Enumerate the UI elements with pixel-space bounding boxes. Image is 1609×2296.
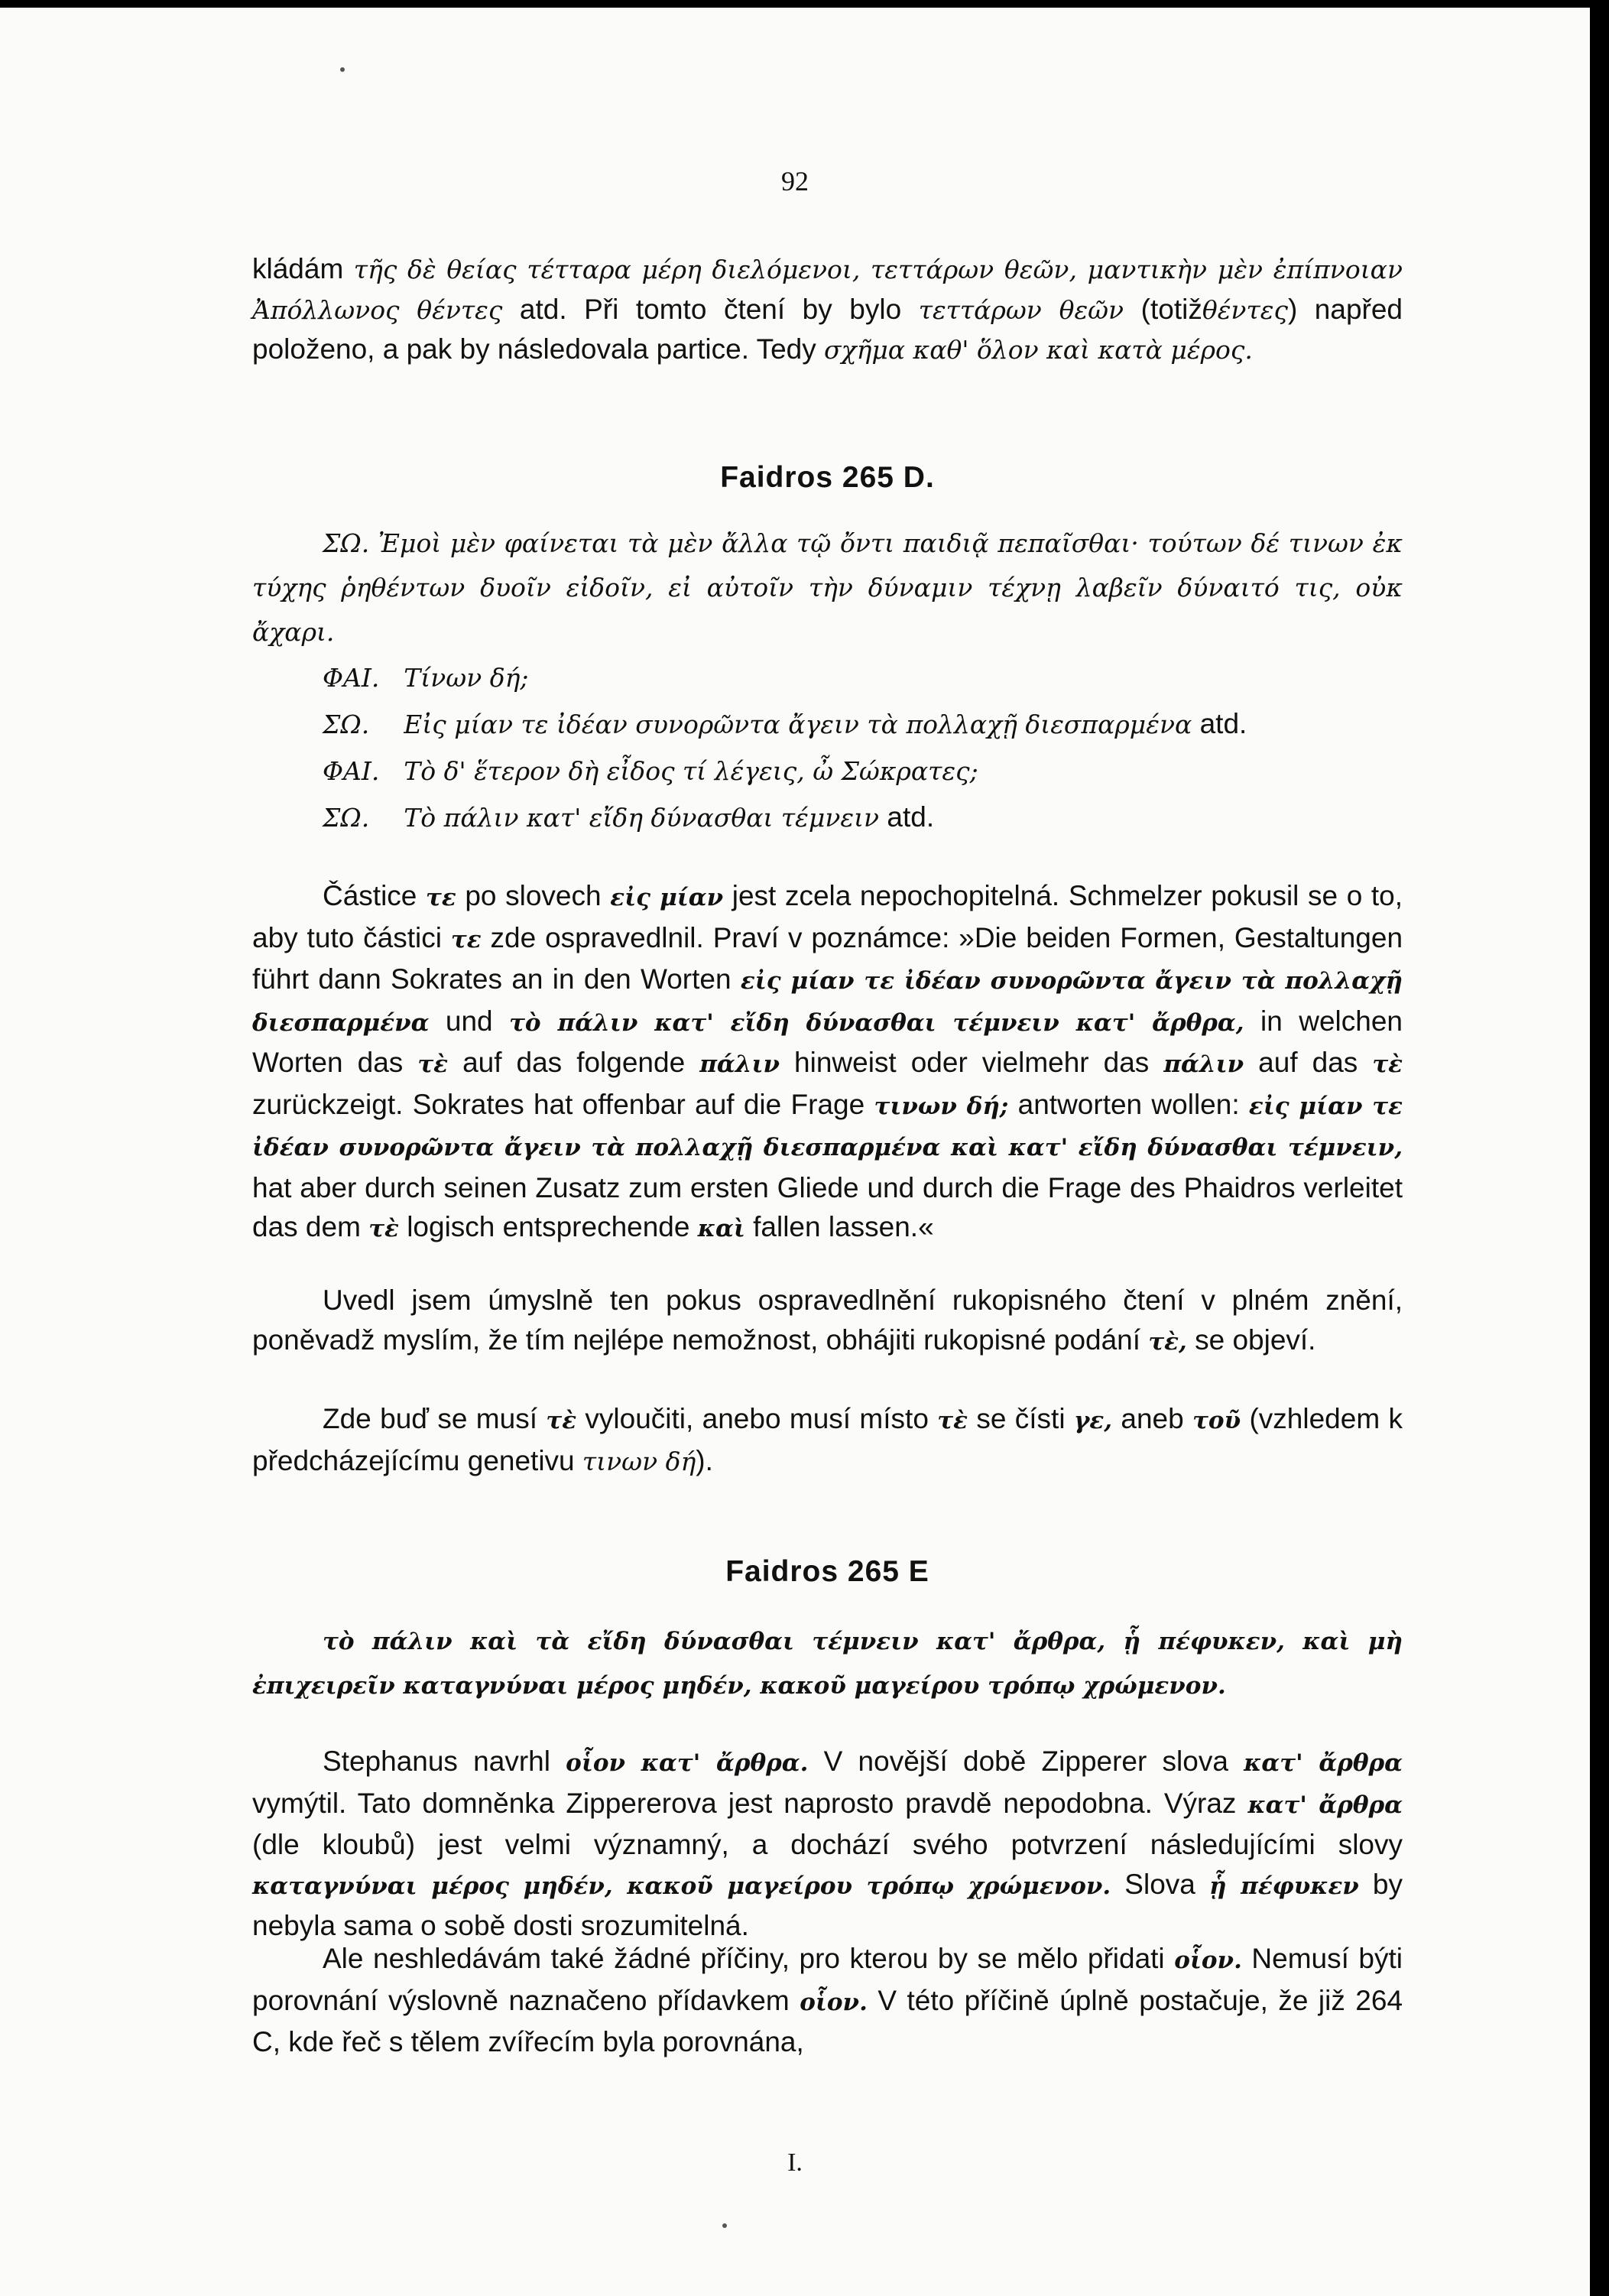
- speck: [722, 2223, 727, 2228]
- text: (vzhledem k předcházejícímu genetivu: [252, 1403, 1403, 1476]
- text: hinweist oder vielmehr das: [794, 1047, 1150, 1078]
- text: in welchen Worten das: [252, 1005, 1403, 1078]
- text: zurückzeigt. Sokrates hat offenbar auf die Frage: [252, 1088, 865, 1120]
- greek-text: τὲ: [368, 1215, 399, 1242]
- text: und: [445, 1005, 493, 1037]
- greek-text: πάλιν: [1163, 1051, 1244, 1078]
- heading-faidros-265e-wrap: [252, 1555, 1403, 1589]
- dialogue-line: Τίνων δή;: [404, 663, 529, 693]
- text: antworten wollen:: [1017, 1088, 1240, 1120]
- greek-text: τινων δή: [582, 1446, 696, 1476]
- speaker-label: ΣΩ.: [323, 528, 370, 558]
- speaker-label: ΦΑΙ.: [323, 663, 380, 693]
- greek-text: σχῆμα καθ' ὅλον καὶ κατὰ μέρος.: [824, 335, 1253, 365]
- text: auf das: [1258, 1047, 1358, 1078]
- text: vyloučiti, anebo musí místo: [585, 1403, 929, 1434]
- greek-text: τὲ: [546, 1407, 577, 1434]
- text: ) napřed položeno, a pak by následovala partice. Tedy: [252, 293, 1403, 365]
- greek-text: θέντες: [1202, 294, 1288, 325]
- paragraph-4: [252, 1399, 1403, 1481]
- dialogue-line: Τὸ δ' ἕτερον δὴ εἶδος τί λέγεις, ὦ Σώκρατες;: [404, 756, 978, 786]
- greek-text: κατ' ἄρθρα: [1244, 1749, 1403, 1777]
- greek-text: πάλιν: [699, 1051, 780, 1078]
- greek-text: τοῦ: [1192, 1407, 1241, 1434]
- text: Slova: [1124, 1868, 1195, 1900]
- heading-faidros-265d-wrap: [252, 461, 1403, 495]
- text: Ale neshledávám také žádné příčiny, pro kterou by se mělo přidati: [323, 1943, 1165, 1974]
- page-number: 92: [781, 166, 809, 196]
- speaker-label: ΣΩ.: [323, 710, 370, 739]
- text: Nemusí býti porovnání výslovně naznačeno přídavkem: [252, 1943, 1403, 2016]
- text: se objeví.: [1195, 1323, 1316, 1356]
- greek-text: κατ' ἄρθρα: [1247, 1791, 1403, 1819]
- speaker-label: ΦΑΙ.: [323, 756, 380, 786]
- greek-text: οἷον.: [800, 1988, 868, 2016]
- greek-text: εἰς μίαν τε ἰδέαν συνορῶντα ἄγειν τὰ πολλαχῇ διεσπαρμένα: [252, 967, 1403, 1037]
- text: kládám: [252, 253, 344, 284]
- heading-faidros-265e: Faidros 265 E: [725, 1555, 929, 1588]
- dialogue-line: Εἰς μίαν τε ἰδέαν συνορῶντα ἄγειν τὰ πολλαχῇ διεσπαρμένα: [404, 710, 1192, 739]
- text: by nebyla sama o sobě dosti srozumitelná.: [252, 1868, 1403, 1941]
- greek-text: τεττάρων θεῶν: [918, 294, 1124, 325]
- greek-text: τὲ: [417, 1051, 449, 1078]
- text: V této příčině úplně postačuje, že již 264 C, kde řeč s tělem zvířecím byla porovnána,: [252, 1984, 1403, 2057]
- text: V novější době Zipperer slova: [823, 1746, 1228, 1777]
- text: Částice: [323, 880, 417, 911]
- greek-text: τὲ: [1372, 1051, 1403, 1078]
- greek-text: τε: [426, 884, 456, 911]
- text: logisch entsprechende: [407, 1211, 690, 1242]
- text: Stephanus navrhl: [323, 1746, 550, 1777]
- paragraph-1: [252, 249, 1403, 370]
- greek-text: τε: [450, 925, 482, 953]
- text: auf das folgende: [462, 1047, 686, 1078]
- dialogue-line: Ἐμοὶ μὲν φαίνεται τὰ μὲν ἄλλα τῷ ὄντι παιδιᾷ πεπαῖσθαι· τούτων δέ τινων ἐκ τύχης ῥηθέντων δυοῖν εἰδοῖν, εἰ αὐτοῖν τὴν δύναμιν τέχνῃ λαβεῖν δύναιτό τις, οὐκ ἄχαρι.: [252, 528, 1403, 647]
- text: atd. Při tomto čtení by bylo: [519, 293, 902, 325]
- greek-text: καταγνύναι μέρος μηδέν, κακοῦ μαγείρου τρόπῳ χρώμενον.: [252, 1872, 1111, 1900]
- paragraph-6: [252, 1939, 1403, 2062]
- text: se čísti: [976, 1403, 1066, 1434]
- greek-text: καὶ: [697, 1215, 745, 1242]
- text: ).: [696, 1444, 713, 1476]
- text: po slovech: [465, 880, 602, 911]
- greek-text: τὸ πάλιν κατ' εἴδη δύνασθαι τέμνειν κατ' ἄρθρα,: [509, 1008, 1244, 1037]
- greek-text: τὲ: [937, 1407, 968, 1434]
- text: (dle kloubů) jest velmi významný, a dochází svého potvrzení následujícími slovy: [252, 1829, 1403, 1860]
- text: jest zcela nepochopitelná. Schmelzer pokusil se o to, aby tuto částici: [252, 880, 1403, 953]
- speaker-label: ΣΩ.: [323, 803, 370, 833]
- heading-faidros-265d: Faidros 265 D.: [720, 461, 935, 494]
- greek-text: οἷον κατ' ἄρθρα.: [566, 1749, 809, 1777]
- paragraph-5: [252, 1742, 1403, 1946]
- dialogue-line: Τὸ πάλιν κατ' εἴδη δύνασθαι τέμνειν: [404, 803, 880, 833]
- text: atd.: [1199, 708, 1247, 739]
- greek-text: οἷον.: [1174, 1947, 1242, 1974]
- greek-text: τὲ,: [1148, 1327, 1187, 1356]
- text: zde ospravedlnil. Praví v poznámce: »Die beiden Formen, Gestaltungen führt dann Sokrates an in den Worten: [252, 921, 1403, 995]
- text: (totiž: [1140, 293, 1202, 325]
- speck: [340, 67, 345, 72]
- greek-text: τῆς δὲ θείας τέτταρα μέρη διελόμενοι, τεττάρων θεῶν, μαντικὴν μὲν ἐπίπνοιαν Ἀπόλλωνος θέντες: [252, 255, 1403, 325]
- paragraph-2: [252, 876, 1403, 1249]
- text: vymýtil. Tato domněnka Zippererova jest naprosto pravdě nepodobna. Výraz: [252, 1787, 1237, 1819]
- text: Zde buď se musí: [323, 1403, 537, 1434]
- greek-text: εἰς μίαν: [610, 884, 724, 911]
- text: hat aber durch seinen Zusatz zum ersten Gliede und durch die Frage des Phaidros verleitet das dem: [252, 1171, 1403, 1242]
- text: fallen lassen.«: [753, 1211, 934, 1242]
- text: atd.: [887, 801, 935, 833]
- text: Uvedl jsem úmyslně ten pokus ospravedlnění rukopisného čtení v plném znění, poněvadž myslím, že tím nejlépe nemožnost, obhájiti rukopisné podání: [252, 1284, 1403, 1356]
- greek-text: ᾗ πέφυκεν: [1208, 1872, 1359, 1900]
- document-page: [0, 8, 1590, 2296]
- greek-text: τινων δή;: [874, 1092, 1009, 1120]
- greek-text: γε,: [1073, 1407, 1113, 1434]
- quote-265e: [252, 1619, 1403, 1708]
- greek-quote: τὸ πάλιν καὶ τὰ εἴδη δύνασθαι τέμνειν κατ' ἄρθρα, ᾗ πέφυκεν, καὶ μὴ ἐπιχειρεῖν καταγνύναι μέρος μηδέν, κακοῦ μαγείρου τρόπῳ χρώμενον.: [252, 1628, 1403, 1700]
- signature-mark: I.: [787, 2148, 803, 2177]
- dialogue-quote: [252, 521, 1403, 841]
- text: aneb: [1121, 1403, 1184, 1434]
- greek-text: εἰς μίαν τε ἰδέαν συνορῶντα ἄγειν τὰ πολλαχῇ διεσπαρμένα καὶ κατ' εἴδη δύνασθαι τέμνειν,: [252, 1092, 1403, 1161]
- page-edge: [1590, 0, 1609, 2296]
- paragraph-3: [252, 1281, 1403, 1362]
